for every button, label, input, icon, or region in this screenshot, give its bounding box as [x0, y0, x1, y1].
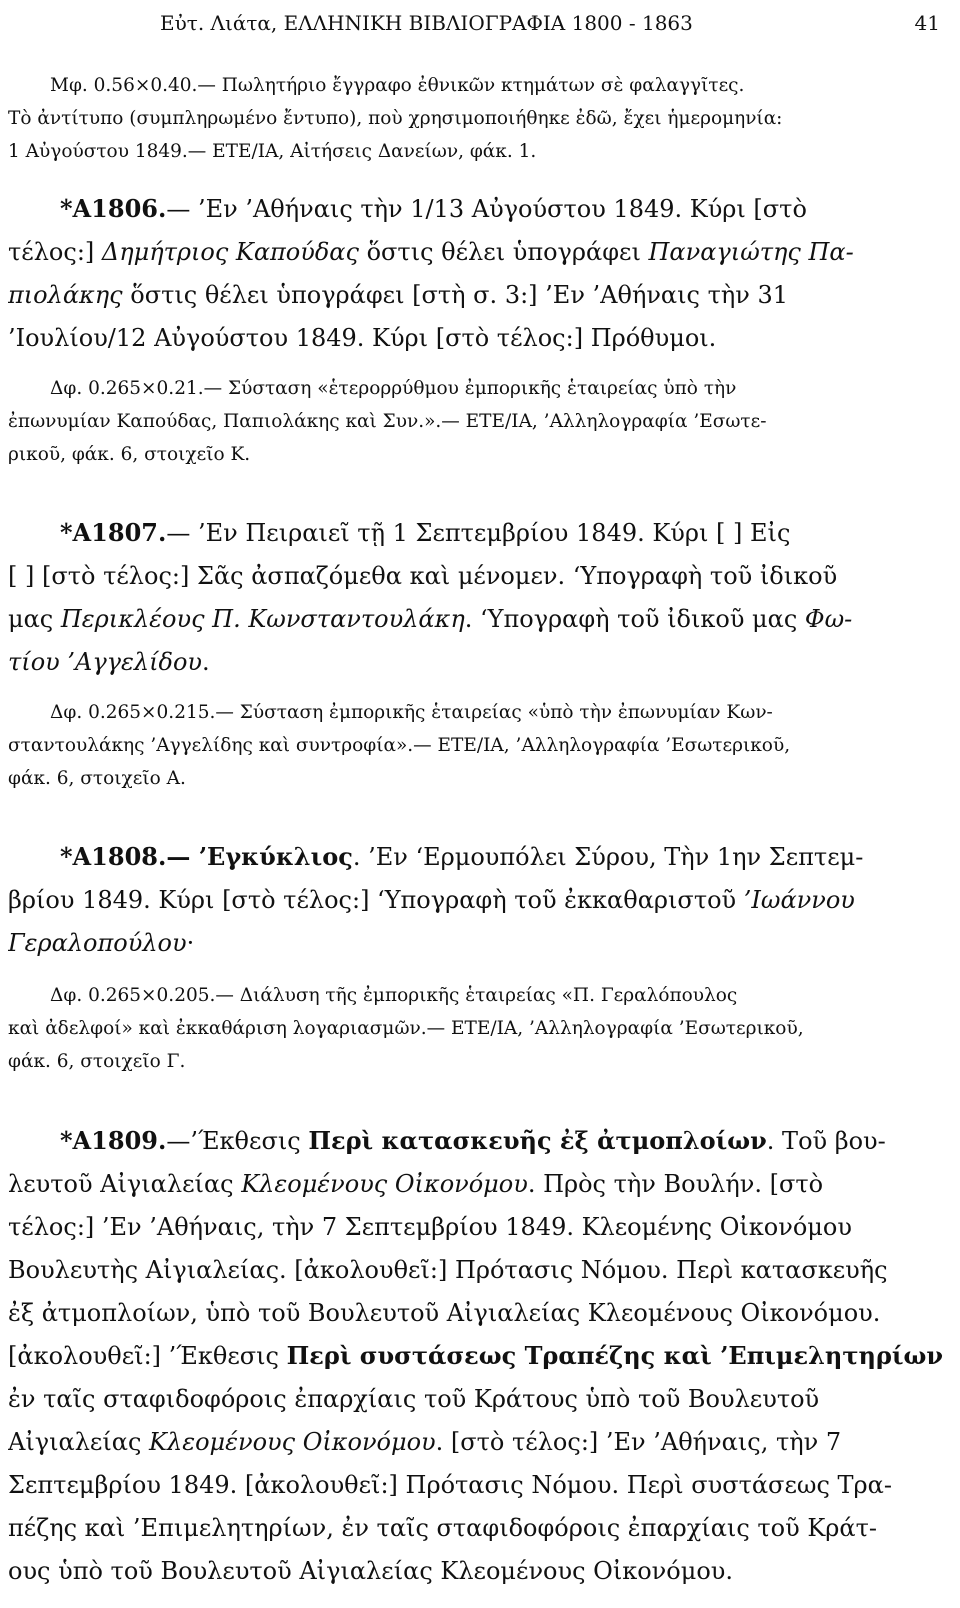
intro-line: 1 Αὐγούστου 1849.— ΕΤΕ/ΙΑ, Αἰτήσεις Δανείων, φάκ. 1.	[8, 141, 537, 162]
entry-number: *Α1808.	[60, 842, 167, 871]
entry-a1806-line: ’Ιουλίου/12 Αὐγούστου 1849. Κύρι [στὸ τέλος:] Πρόθυμοι.	[8, 324, 717, 352]
entry-a1808-note: φάκ. 6, στοιχεῖο Γ.	[8, 1051, 186, 1072]
entry-a1809-line: Σεπτεμβρίου 1849. [ἀκολουθεῖ:] Πρότασις Νόμου. Περὶ συστάσεως Τρα-	[8, 1471, 892, 1499]
entry-a1809-line: *Α1809.—’Έκθεσις Περὶ κατασκευῆς ἐξ ἀτμοπλοίων. Τοῦ βου-	[60, 1126, 886, 1155]
page-number: 41	[914, 11, 940, 35]
entry-a1809-line: [ἀκολουθεῖ:] ’Έκθεσις Περὶ συστάσεως Τραπέζης καὶ ’Επιμελητηρίων	[8, 1341, 944, 1370]
entry-number: *Α1807.	[60, 518, 167, 547]
entry-a1809-line: ους ὑπὸ τοῦ Βουλευτοῦ Αἰγιαλείας Κλεομένους Οἰκονόμου.	[8, 1557, 733, 1585]
entry-number: *Α1809.	[60, 1126, 167, 1155]
entry-a1809-line: λευτοῦ Αἰγιαλείας Κλεομένους Οἰκονόμου. Πρὸς τὴν Βουλήν. [στὸ	[8, 1170, 824, 1198]
entry-a1807-line: [ ] [στὸ τέλος:] Σᾶς ἀσπαζόμεθα καὶ μένομεν. ‘Υπογραφὴ τοῦ ἰδικοῦ	[8, 562, 838, 590]
entry-a1807-note: Δφ. 0.265×0.215.— Σύσταση ἐμπορικῆς ἑταιρείας «ὑπὸ τὴν ἐπωνυμίαν Κων-	[50, 702, 773, 723]
entry-a1809-line: Βουλευτὴς Αἰγιαλείας. [ἀκολουθεῖ:] Πρότασις Νόμου. Περὶ κατασκευῆς	[8, 1256, 888, 1284]
intro-line: Μφ. 0.56×0.40.— Πωλητήριο ἔγγραφο ἐθνικῶν κτημάτων σὲ φαλαγγῖτες.	[50, 75, 745, 96]
intro-line: Τὸ ἀντίτυπο (συμπληρωμένο ἔντυπο), ποὺ χρησιμοποιήθηκε ἐδῶ, ἔχει ἡμερομηνία:	[8, 108, 783, 129]
entry-a1807-line: τίου ’Αγγελίδου.	[8, 648, 210, 676]
entry-a1808-note: καὶ ἀδελφοί» καὶ ἐκκαθάριση λογαριασμῶν.— ΕΤΕ/ΙΑ, ’Αλληλογραφία ’Εσωτερικοῦ,	[8, 1018, 804, 1039]
entry-a1809-line: Αἰγιαλείας Κλεομένους Οἰκονόμου. [στὸ τέλος:] ’Εν ’Αθήναις, τὴν 7	[8, 1428, 842, 1456]
entry-a1806-note: ρικοῦ, φάκ. 6, στοιχεῖο Κ.	[8, 444, 251, 465]
entry-a1807-line: μας Περικλέους Π. Κωνσταντουλάκη. ‘Υπογραφὴ τοῦ ἰδικοῦ μας Φω-	[8, 605, 853, 633]
entry-a1806-note: ἐπωνυμίαν Καπούδας, Παπιολάκης καὶ Συν.».— ΕΤΕ/ΙΑ, ’Αλληλογραφία ’Εσωτε-	[8, 411, 767, 432]
entry-a1807-line: *Α1807.— ’Εν Πειραιεῖ τῇ 1 Σεπτεμβρίου 1849. Κύρι [ ] Εἰς	[60, 518, 791, 547]
entry-a1806-line: τέλος:] Δημήτριος Καπούδας ὅστις θέλει ὑπογράφει Παναγιώτης Πα-	[8, 238, 854, 266]
entry-heading: ’Εγκύκλιος	[198, 842, 353, 871]
entry-a1809-line: τέλος:] ’Εν ’Αθήναις, τὴν 7 Σεπτεμβρίου 1849. Κλεομένης Οἰκονόμου	[8, 1213, 852, 1241]
entry-a1809-line: ἐν ταῖς σταφιδοφόροις ἐπαρχίαις τοῦ Κράτους ὑπὸ τοῦ Βουλευτοῦ	[8, 1385, 820, 1413]
entry-a1809-line: ἐξ ἀτμοπλοίων, ὑπὸ τοῦ Βουλευτοῦ Αἰγιαλείας Κλεομένους Οἰκονόμου.	[8, 1299, 881, 1327]
entry-a1809-line: πέζης καὶ ’Επιμελητηρίων, ἐν ταῖς σταφιδοφόροις ἐπαρχίαις τοῦ Κράτ-	[8, 1514, 877, 1542]
entry-a1808-line: *Α1808.— ’Εγκύκλιος. ’Εν ‘Ερμουπόλει Σύρου, Τὴν 1ην Σεπτεμ-	[60, 842, 864, 871]
entry-a1807-note: σταντουλάκης ’Αγγελίδης καὶ συντροφία».— ΕΤΕ/ΙΑ, ’Αλληλογραφία ’Εσωτερικοῦ,	[8, 735, 791, 756]
entry-heading: Περὶ συστάσεως Τραπέζης καὶ ’Επιμελητηρίων	[286, 1341, 944, 1370]
entry-a1806-note: Δφ. 0.265×0.21.— Σύσταση «ἑτερορρύθμου ἐμπορικῆς ἑταιρείας ὑπὸ τὴν	[50, 378, 737, 399]
entry-number: *Α1806.	[60, 194, 167, 223]
entry-a1807-note: φάκ. 6, στοιχεῖο Α.	[8, 768, 186, 789]
entry-a1806-line: πιολάκης ὅστις θέλει ὑπογράφει [στὴ σ. 3:] ’Εν ’Αθήναις τὴν 31	[8, 281, 789, 309]
entry-a1806-line: *Α1806.— ’Εν ’Αθήναις τὴν 1/13 Αὐγούστου 1849. Κύρι [στὸ	[60, 194, 807, 223]
running-header	[160, 6, 940, 40]
entry-a1808-line: Γεραλοπούλου·	[8, 929, 195, 957]
running-title: Εὐτ. Λιάτα, ΕΛΛΗΝΙΚΗ ΒΙΒΛΙΟΓΡΑΦΙΑ 1800 - 1863	[160, 11, 693, 35]
entry-heading: Περὶ κατασκευῆς ἐξ ἀτμοπλοίων	[308, 1126, 767, 1155]
entry-a1808-note: Δφ. 0.265×0.205.— Διάλυση τῆς ἐμπορικῆς ἑταιρείας «Π. Γεραλόπουλος	[50, 985, 738, 1006]
entry-a1808-line: βρίου 1849. Κύρι [στὸ τέλος:] ‘Υπογραφὴ τοῦ ἐκκαθαριστοῦ ’Ιωάννου	[8, 886, 855, 914]
